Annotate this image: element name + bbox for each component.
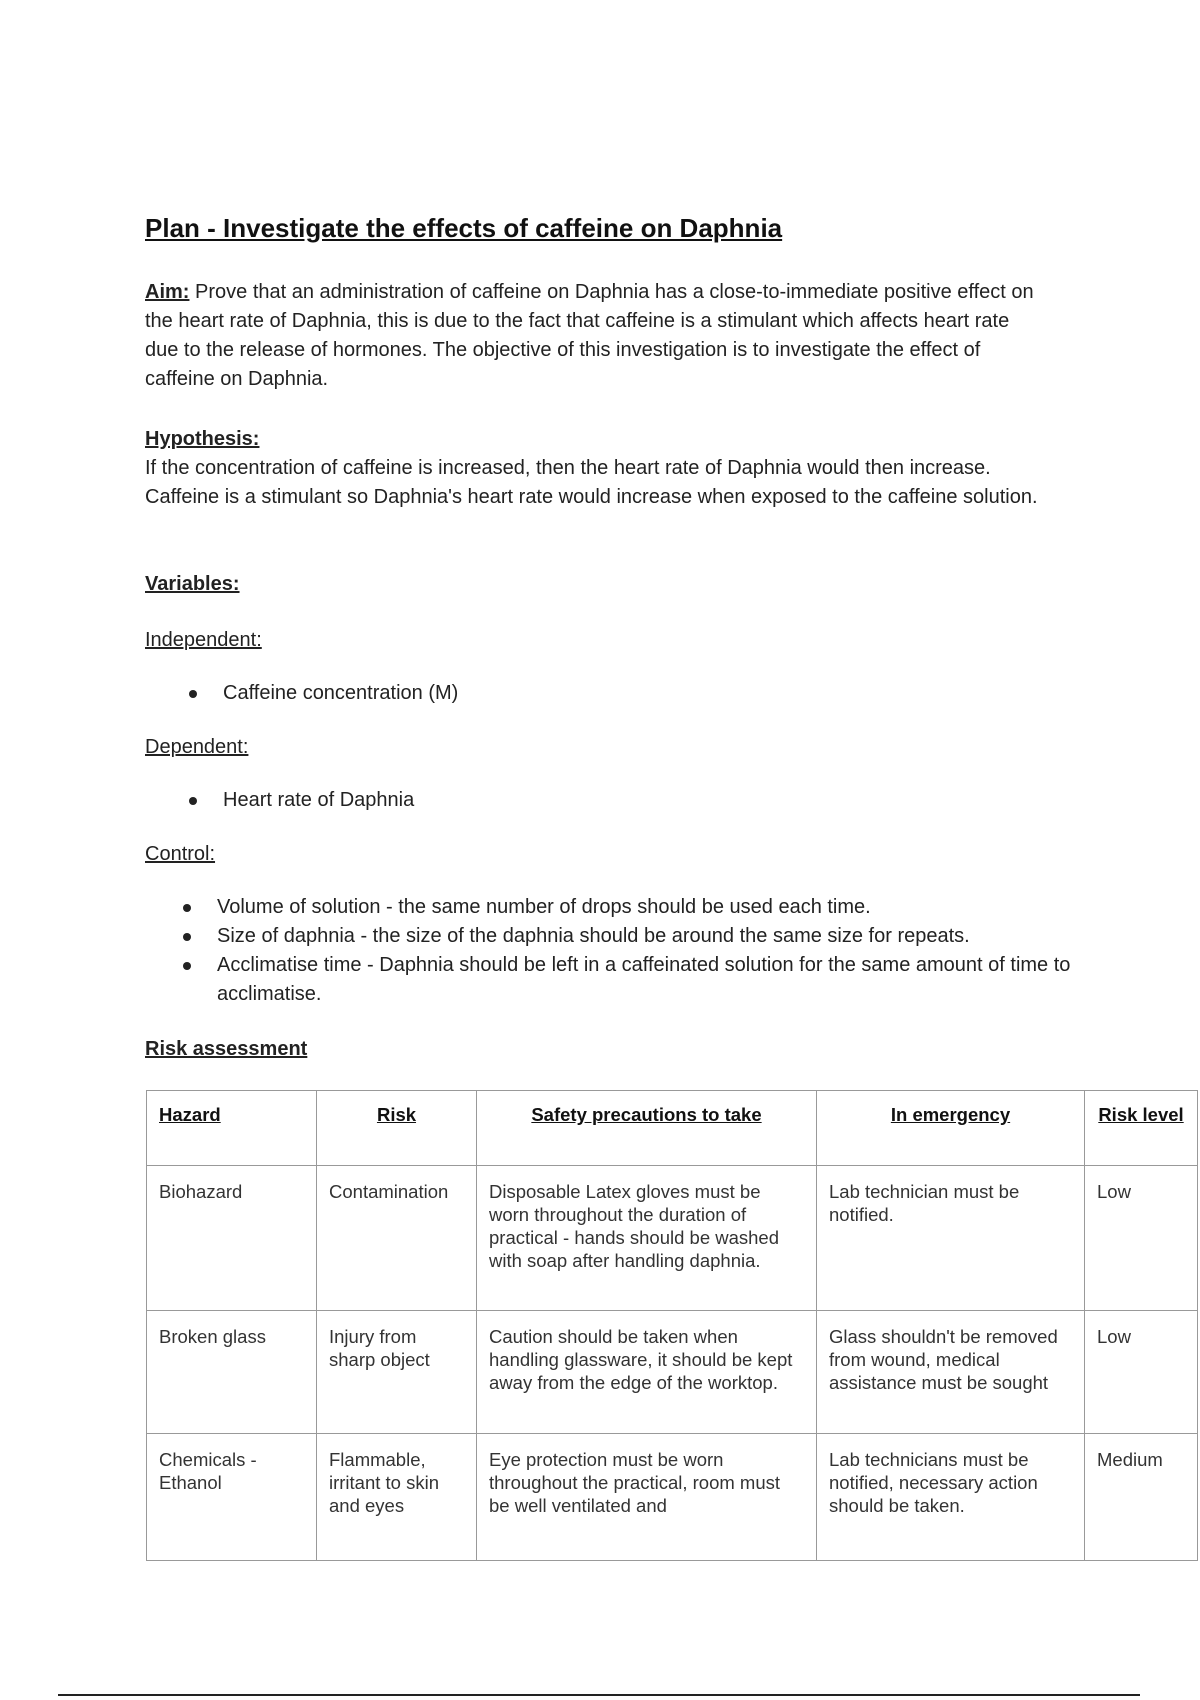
header-hazard: Hazard [147, 1091, 317, 1166]
cell-emergency: Glass shouldn't be removed from wound, medical assistance must be sought [817, 1311, 1085, 1434]
list-item [217, 893, 1077, 922]
table-row [147, 1434, 1198, 1561]
table-header-row [147, 1091, 1198, 1166]
cell-precautions: Eye protection must be worn throughout the practical, room must be well ventilated and [477, 1434, 817, 1561]
cell-risk-level: Low [1085, 1166, 1198, 1311]
list-item-text: Heart rate of Daphnia [223, 789, 415, 811]
header-risk: Risk [317, 1091, 477, 1166]
dependent-list [223, 786, 414, 815]
list-item [217, 951, 1077, 1009]
list-item-text: Acclimatise time - Daphnia should be left in a caffeinated solution for the same amount of time to acclimatise. [217, 954, 1071, 1005]
bullet-icon [183, 962, 191, 970]
cell-risk: Flammable, irritant to skin and eyes [317, 1434, 477, 1561]
aim-label: Aim: [145, 281, 190, 303]
cell-hazard: Biohazard [147, 1166, 317, 1311]
independent-heading: Independent: [145, 629, 262, 651]
header-safety-precautions: Safety precautions to take [477, 1091, 817, 1166]
independent-list [223, 679, 458, 708]
variables-heading: Variables: [145, 573, 240, 595]
aim-paragraph [145, 278, 1045, 394]
bullet-icon [189, 797, 197, 805]
cell-risk: Injury from sharp object [317, 1311, 477, 1434]
dependent-heading: Dependent: [145, 736, 249, 758]
page-bottom-divider [58, 1694, 1140, 1696]
cell-hazard: Chemicals - Ethanol [147, 1434, 317, 1561]
list-item [223, 786, 414, 815]
hypothesis-heading: Hypothesis: [145, 428, 260, 450]
cell-emergency: Lab technician must be notified. [817, 1166, 1085, 1311]
table-row [147, 1166, 1198, 1311]
bullet-icon [189, 690, 197, 698]
cell-hazard: Broken glass [147, 1311, 317, 1434]
aim-text: Prove that an administration of caffeine on Daphnia has a close-to-immediate positive effect on the heart rate of Daphnia, this is due to the fact that caffeine is a stimulant which affects heart rate due to the release of hormones. The objective of this investigation is to investigate the effect of caffeine on Daphnia. [145, 281, 1034, 390]
hypothesis-text: If the concentration of caffeine is increased, then the heart rate of Daphnia would then increase. Caffeine is a stimulant so Daphnia's heart rate would increase when exposed to the caffeine solution. [145, 457, 1038, 508]
page-title: Plan - Investigate the effects of caffeine on Daphnia [145, 213, 783, 243]
control-list [217, 893, 1077, 1009]
risk-assessment-table [146, 1090, 1198, 1561]
list-item [223, 679, 458, 708]
list-item-text: Volume of solution - the same number of drops should be used each time. [217, 896, 871, 918]
cell-precautions: Disposable Latex gloves must be worn throughout the duration of practical - hands should be washed with soap after handling daphnia. [477, 1166, 817, 1311]
list-item [217, 922, 1077, 951]
cell-risk: Contamination [317, 1166, 477, 1311]
bullet-icon [183, 904, 191, 912]
control-heading: Control: [145, 843, 216, 865]
list-item-text: Caffeine concentration (M) [223, 682, 459, 704]
header-in-emergency: In emergency [817, 1091, 1085, 1166]
bullet-icon [183, 933, 191, 941]
cell-emergency: Lab technicians must be notified, necessary action should be taken. [817, 1434, 1085, 1561]
risk-assessment-heading: Risk assessment [145, 1038, 308, 1060]
list-item-text: Size of daphnia - the size of the daphnia should be around the same size for repeats. [217, 925, 970, 947]
table-row [147, 1311, 1198, 1434]
cell-precautions: Caution should be taken when handling glassware, it should be kept away from the edge of the worktop. [477, 1311, 817, 1434]
header-risk-level: Risk level [1085, 1091, 1198, 1166]
cell-risk-level: Low [1085, 1311, 1198, 1434]
cell-risk-level: Medium [1085, 1434, 1198, 1561]
